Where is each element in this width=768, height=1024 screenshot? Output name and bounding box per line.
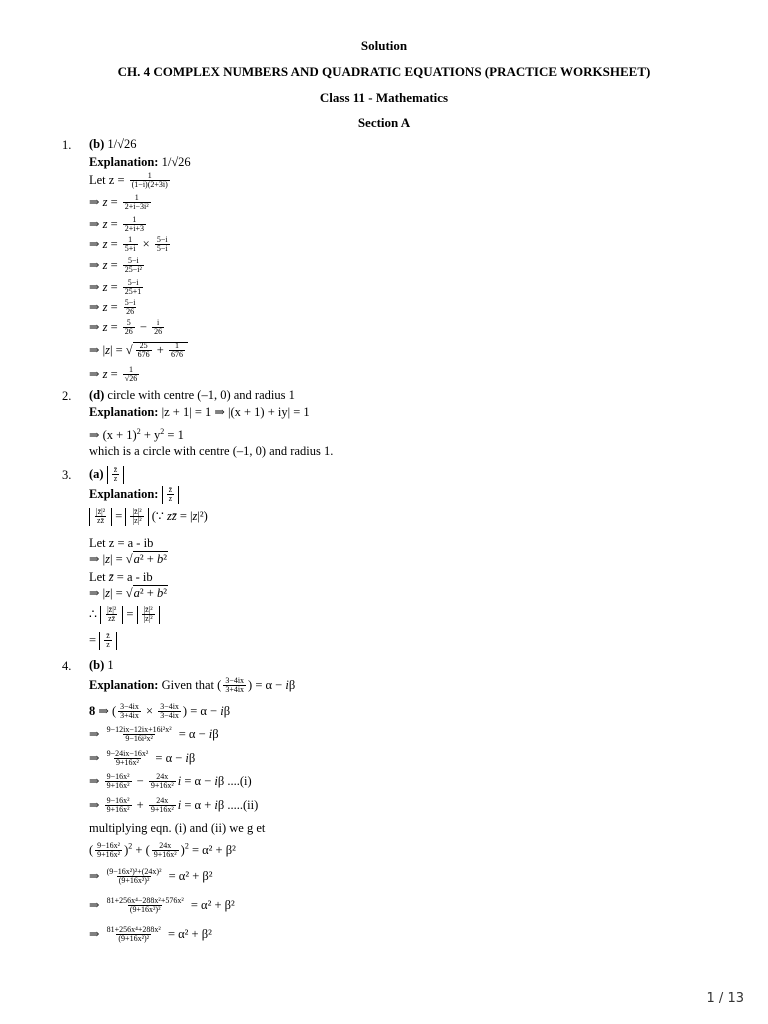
explanation-line xyxy=(89,406,310,419)
explanation-line xyxy=(89,156,191,169)
math-step: Let z = $\frac{1}{(1-i)(2+3i)}$ xyxy=(89,171,168,190)
math-step: ⇒ $\frac{\text{(9−16x²)²+(24x)²}}{\text{(9+16x²)²}}$ = α² + β² xyxy=(89,867,213,886)
answer-option: (d) xyxy=(89,388,105,402)
math-step: ⇒ $\frac{\text{9−12ix−12ix+16i²x²}}{\text{9−16i²x²}}$ = α − iβ xyxy=(89,725,219,744)
question-number: 3. xyxy=(62,468,72,482)
math-step: ⇒ z = $\frac{5}{26}$ − $\frac{i}{26}$ xyxy=(89,318,163,337)
math-step: ⇒ |z| = √a² + b² xyxy=(89,586,167,600)
math-step: ⇒ $\frac{\text{9−24ix−16x²}}{\text{9+16x²}}$ = α − iβ xyxy=(89,749,196,768)
math-text: multiplying eqn. (i) and (ii) we g et xyxy=(89,821,266,835)
let-text: Let z = xyxy=(89,172,125,187)
math-step: ⇒ z = $\frac{5-i}{\text{25−i²}}$ xyxy=(89,256,142,275)
math-step: ⇒ z = $\frac{1}{\text{2+i−3i²}}$ xyxy=(89,193,149,212)
math-step: ⇒ $\frac{\text{9−16x²}}{\text{9+16x²}}$ + $\frac{24x}{\text{9+16x²}}$ i = α + iβ .....(ii) xyxy=(89,796,259,815)
math-step: ⇒ z = $\frac{1}{5+i}$ × $\frac{5-i}{5-i}$ xyxy=(89,235,168,254)
answer-text: 1 xyxy=(107,658,114,672)
explanation-label: Explanation: xyxy=(89,155,159,169)
question-number: 2. xyxy=(62,389,72,403)
math-step: ⇒ z = $\frac{1}{√26}$ xyxy=(89,365,138,384)
explanation-line: Explanation: Given that ( $\frac{3-4ix}{3+4ix}$ ) = α − iβ xyxy=(89,676,296,695)
math-step: ⇒ |z| = √ $\frac{25}{676}$ + $\frac{1}{676}$ xyxy=(89,342,188,360)
math-step: ⇒ $\frac{\text{81+256x⁴−288x²+576x²}}{\text{(9+16x²)²}}$ = α² + β² xyxy=(89,896,235,915)
math-step: ⇒ $\frac{\text{9−16x²}}{\text{9+16x²}}$ − $\frac{24x}{\text{9+16x²}}$ i = α − iβ ....(i) xyxy=(89,772,252,791)
math-step: ⇒ $\frac{\text{81+256x⁴+288x²}}{\text{(9+16x²)²}}$ = α² + β² xyxy=(89,925,212,944)
chapter-title: CH. 4 COMPLEX NUMBERS AND QUADRATIC EQUATIONS (PRACTICE WORKSHEET) xyxy=(117,64,651,79)
answer-line xyxy=(89,389,295,402)
math-step: $\frac{\text{|z̄|²}}{zz̄}$ = $\frac{\text{|z̄|²}}{\text{|z|²}}$ (∵ zz̄ = |z|²) xyxy=(89,508,208,526)
explanation-label: Explanation: xyxy=(89,486,159,501)
math-step: ⇒ z = $\frac{5-i}{25+1}$ xyxy=(89,278,142,297)
page-indicator: 1 / 13 xyxy=(706,991,744,1006)
explanation-text: |z + 1| = 1 ⇒ |(x + 1) + iy| = 1 xyxy=(161,405,310,419)
answer-option: (a) xyxy=(89,466,104,481)
let-text: Let z = a - ib xyxy=(89,536,154,550)
class-title: Class 11 - Mathematics xyxy=(319,90,449,105)
math-step: ⇒ |z| = √a² + b² xyxy=(89,552,167,566)
explanation-line: Explanation: $\frac{z̄}{z}$ xyxy=(89,486,179,504)
math-step: ⇒ z = $\frac{5-i}{26}$ xyxy=(89,298,136,317)
answer-line xyxy=(89,138,137,151)
answer-option: (b) xyxy=(89,137,105,151)
answer-line xyxy=(89,659,114,672)
math-step: Let z̄ = a - ib xyxy=(89,570,153,584)
explanation-text: 1/√26 xyxy=(161,155,191,169)
section-title: Section A xyxy=(357,115,411,130)
explanation-label: Explanation: xyxy=(89,677,159,692)
answer-line: (a) $\frac{z̄}{z}$ xyxy=(89,466,124,484)
conclusion-text: which is a circle with centre (–1, 0) and radius 1. xyxy=(89,444,334,458)
question-number: 1. xyxy=(62,138,72,152)
explanation-label: Explanation: xyxy=(89,405,159,419)
answer-option: (b) xyxy=(89,658,105,672)
math-step: ( $\frac{\text{9−16x²}}{\text{9+16x²}}$ )$^2$ + ( $\frac{24x}{\text{9+16x²}}$ )$^2$ = α² + β² xyxy=(89,841,236,860)
math-step: = $\frac{z̄}{z}$ xyxy=(89,632,117,650)
question-number: 4. xyxy=(62,659,72,673)
math-step: ⇒ $(x + 1)^2 + y^2 = 1$ xyxy=(89,427,184,443)
answer-text: 1/√26 xyxy=(107,137,137,151)
math-step: ∴ $\frac{\text{|z̄|²}}{zz̄}$ = $\frac{\text{|z̄|²}}{\text{|z|²}}$ xyxy=(89,606,160,624)
math-step: 8 ⇒ ( $\frac{3-4ix}{3+4ix}$ × $\frac{3-4ix}{3-4ix}$ ) = α − iβ xyxy=(89,702,231,721)
answer-text: circle with centre (–1, 0) and radius 1 xyxy=(107,388,295,402)
solution-title: Solution xyxy=(360,38,408,53)
math-step: ⇒ z = $\frac{1}{2+i+3}$ xyxy=(89,215,145,234)
